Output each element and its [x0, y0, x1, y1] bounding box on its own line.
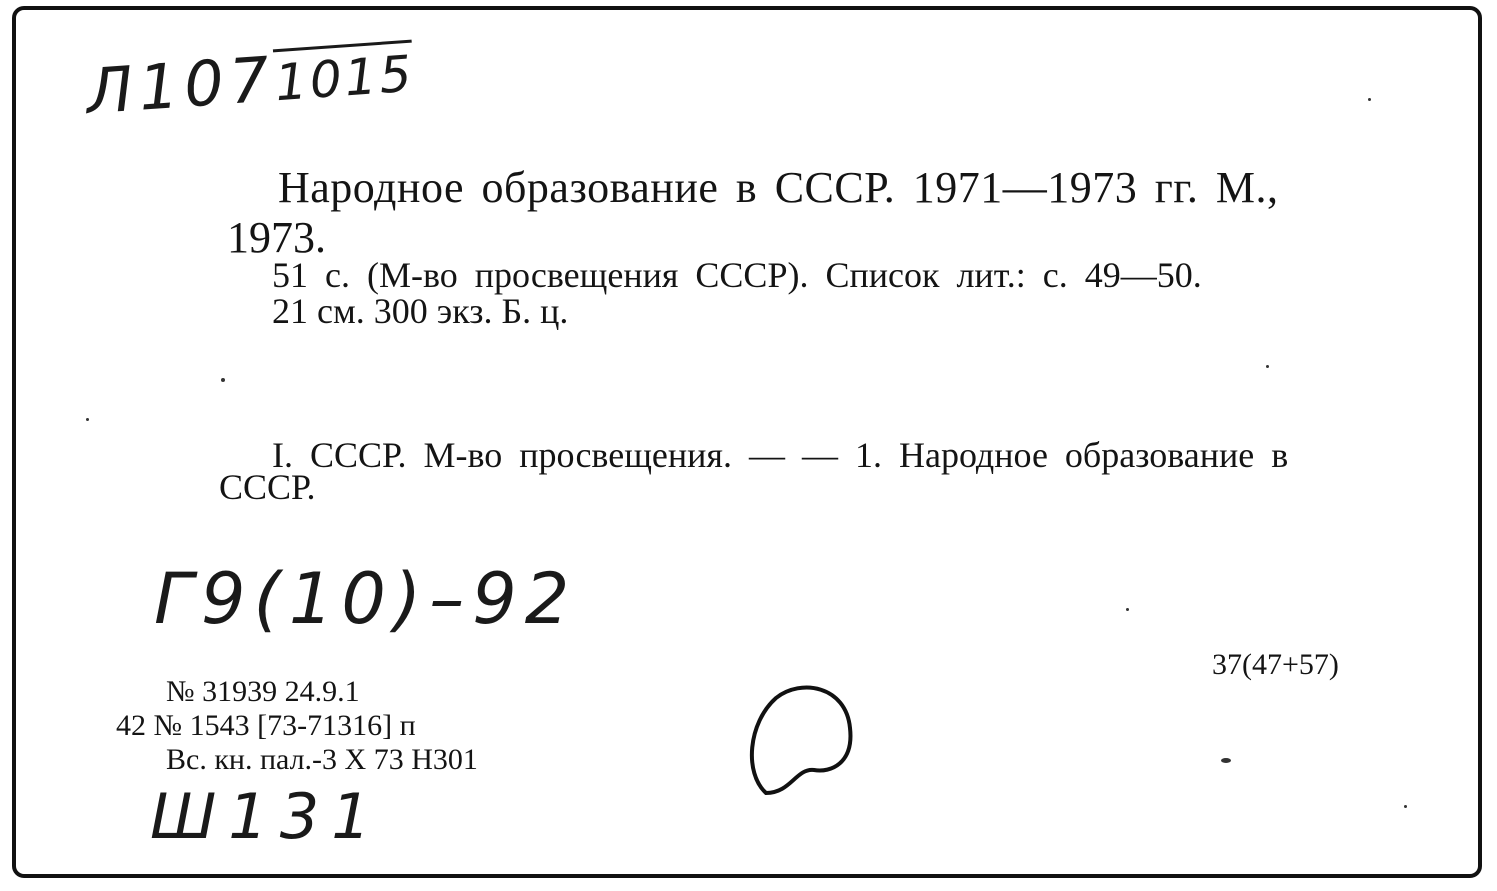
- title-line-1: Народное образование в СССР. 1971—1973 гг. М.,: [278, 163, 1279, 212]
- ink-speck: [221, 378, 225, 382]
- tracing-line-1: I. СССР. М-во просвещения. — — 1. Народное образование в: [272, 435, 1289, 475]
- ink-speck: [1221, 758, 1231, 763]
- ink-speck: [1404, 805, 1407, 808]
- card-number-line: 42 № 1543 [73-71316] п: [116, 709, 416, 742]
- udc-index: 37(47+57): [1212, 648, 1339, 681]
- order-number-line: № 31939 24.9.1: [166, 675, 360, 708]
- title-line-2: 1973.: [227, 213, 326, 262]
- inventory-main: Л107: [83, 42, 278, 129]
- handwritten-shelf-mark: Ш131: [150, 780, 383, 853]
- handwritten-inventory-mark: [84, 33, 417, 129]
- ink-speck: [1368, 98, 1371, 101]
- ink-speck: [1266, 365, 1269, 368]
- handwritten-classification-mark: Г9(10)–92: [154, 558, 578, 640]
- ink-speck: [86, 418, 89, 421]
- book-chamber-line: Вс. кн. пал.-3 Х 73 Н301: [166, 743, 478, 776]
- physical-description-line-2: 21 см. 300 экз. Б. ц.: [272, 291, 569, 331]
- tracing-line-2: СССР.: [219, 467, 316, 507]
- catalog-card: [12, 6, 1482, 878]
- ink-speck: [1126, 608, 1129, 611]
- inventory-denominator: 1015: [273, 40, 416, 113]
- circle-mark-icon: [736, 678, 866, 808]
- physical-description-line-1: 51 с. (М-во просвещения СССР). Список лит.: с. 49—50.: [272, 255, 1202, 295]
